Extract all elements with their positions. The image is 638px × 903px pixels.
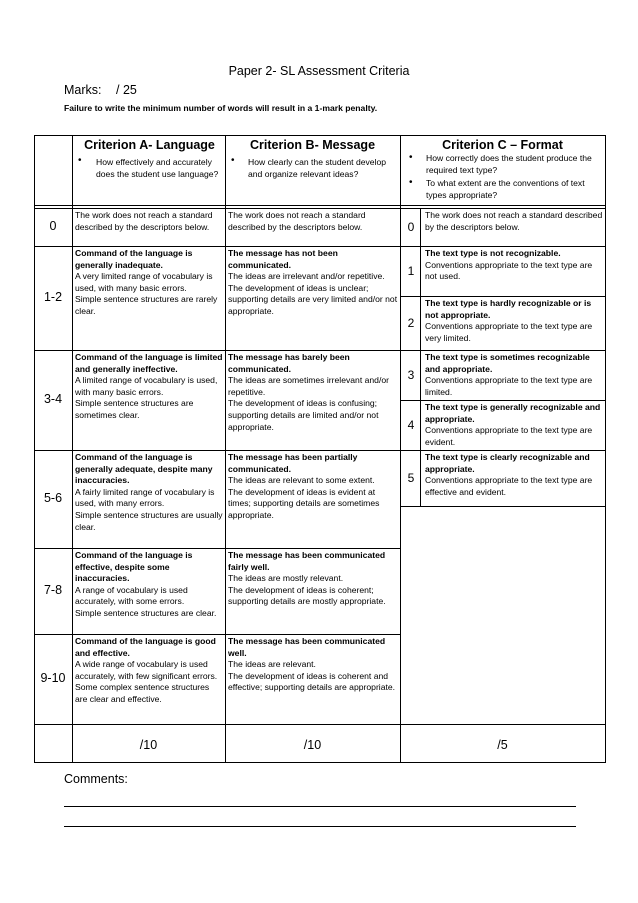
total-a: /10 (139, 738, 158, 752)
criterion-a-descriptor (75, 550, 223, 633)
descriptor-heading: Command of the language is generally inadequate. (75, 248, 193, 270)
criterion-c-descriptor (425, 298, 603, 349)
bullet-icon: • (409, 177, 413, 188)
table-rule (34, 724, 606, 725)
descriptor-heading: The message has barely been communicated. (228, 352, 350, 374)
descriptor-text: Conventions appropriate to the text type are very limited. (425, 321, 593, 343)
table-rule (225, 135, 226, 763)
mark-band: 1-2 (43, 290, 63, 304)
table-rule (34, 450, 400, 451)
marks-label: Marks: (64, 83, 102, 97)
descriptor-heading: Command of the language is limited and generally ineffective. (75, 352, 223, 374)
criterion-a-descriptor (75, 452, 223, 547)
comments-label: Comments: (64, 772, 128, 786)
descriptor-heading: Command of the language is good and effective. (75, 636, 216, 658)
descriptor-text: A range of vocabulary is used accurately, with some errors. Simple sentence structures are clear. (75, 584, 217, 618)
table-rule (34, 135, 35, 763)
descriptor-heading: The message has been partially communicated. (228, 452, 358, 474)
descriptor-heading: The text type is sometimes recognizable and appropriate. (425, 352, 590, 374)
bullet-icon: • (78, 155, 82, 166)
descriptor-text: Conventions appropriate to the text type are limited. (425, 375, 593, 397)
criterion-c-descriptor (425, 452, 603, 505)
criterion-b-title: Criterion B- Message (249, 138, 376, 152)
table-rule (34, 762, 606, 763)
format-level: 3 (407, 368, 415, 382)
marks-line (64, 83, 137, 97)
criterion-b-descriptor (228, 550, 398, 633)
mark-band: 0 (49, 219, 57, 233)
table-rule (34, 634, 400, 635)
criterion-c-title: Criterion C – Format (442, 138, 563, 152)
format-level: 2 (407, 316, 415, 330)
descriptor-heading: The text type is hardly recognizable or is not appropriate. (425, 298, 592, 320)
descriptor-text: The work does not reach a standard described by the descriptors below. (75, 210, 213, 232)
marks-value: / 25 (116, 83, 137, 97)
table-rule (400, 400, 606, 401)
bullet-icon: • (409, 152, 413, 163)
criterion-b-descriptor (228, 452, 398, 547)
table-rule (400, 246, 606, 247)
criterion-c-question-1: How correctly does the student produce the required text type? (426, 153, 592, 175)
table-rule (400, 296, 606, 297)
mark-band: 9-10 (40, 671, 66, 685)
table-rule (34, 205, 606, 206)
descriptor-text: A wide range of vocabulary is used accurately, with few significant errors. Some complex sentence structures are clear and effective. (75, 659, 218, 704)
descriptor-text: Conventions appropriate to the text type are effective and evident. (425, 475, 593, 497)
format-level: 0 (407, 220, 415, 234)
descriptor-text: The ideas are mostly relevant. The development of ideas is coherent; supporting details are mostly appropriate. (228, 573, 386, 607)
mark-band: 7-8 (43, 583, 63, 597)
criterion-a-descriptor (75, 352, 223, 449)
descriptor-text: Conventions appropriate to the text type are evident. (425, 425, 593, 447)
table-rule (400, 506, 606, 507)
table-rule (400, 450, 606, 451)
descriptor-heading: The message has been communicated well. (228, 636, 386, 658)
bullet-icon: • (231, 155, 235, 166)
descriptor-text: A very limited range of vocabulary is used, with many basic errors. Simple sentence structures are rarely clear. (75, 271, 218, 316)
criterion-c-descriptor (425, 248, 603, 295)
table-rule (34, 208, 606, 209)
criterion-b-question: How clearly can the student develop and organize relevant ideas? (248, 157, 387, 179)
descriptor-text: The ideas are irrelevant and/or repetitive. The development of ideas is unclear; supporting details are very limited and/or not appropriate. (228, 271, 398, 316)
descriptor-heading: The message has been communicated fairly well. (228, 550, 386, 572)
criterion-b-descriptor (228, 248, 398, 349)
descriptor-text: The ideas are relevant to some extent. The development of ideas is evident at times; supporting details are sometimes appropriate. (228, 475, 380, 520)
descriptor-text: Conventions appropriate to the text type are not used. (425, 259, 593, 282)
criterion-a-descriptor (75, 210, 223, 245)
table-rule (605, 135, 606, 763)
descriptor-text: A fairly limited range of vocabulary is used, with many errors. Simple sentence structures are usually clear. (75, 486, 223, 532)
criterion-a-title: Criterion A- Language (84, 138, 215, 152)
mark-band: 5-6 (43, 491, 63, 505)
format-level: 1 (407, 264, 415, 278)
criterion-a-question: How effectively and accurately does the student use language? (96, 157, 219, 179)
descriptor-text: The ideas are relevant. The development of ideas is coherent and effective; supporting details are appropriate. (228, 659, 396, 693)
criterion-a-descriptor (75, 248, 223, 349)
descriptor-text: The ideas are sometimes irrelevant and/or repetitive. The development of ideas is confusing; supporting details are limited and/or not appropriate. (228, 375, 389, 432)
descriptor-text: The work does not reach a standard described by the descriptors below. (425, 210, 603, 232)
descriptor-heading: The text type is generally recognizable and appropriate. (425, 402, 601, 424)
comment-line[interactable] (64, 806, 576, 807)
table-rule (400, 350, 606, 351)
mark-band: 3-4 (43, 392, 63, 406)
table-rule (420, 208, 421, 506)
comment-line[interactable] (64, 826, 576, 827)
penalty-note: Failure to write the minimum number of words will result in a 1-mark penalty. (64, 103, 378, 113)
table-rule (34, 548, 400, 549)
criterion-c-descriptor (425, 402, 603, 449)
descriptor-heading: Command of the language is generally adequate, despite many inaccuracies. (75, 452, 213, 486)
table-rule (400, 135, 401, 763)
format-level: 5 (407, 471, 415, 485)
criterion-b-descriptor (228, 352, 398, 449)
descriptor-heading: The message has not been communicated. (228, 248, 338, 270)
descriptor-heading: The text type is not recognizable. (425, 248, 561, 258)
descriptor-heading: Command of the language is effective, despite some inaccuracies. (75, 550, 193, 584)
table-rule (34, 135, 606, 136)
criterion-b-descriptor (228, 636, 398, 723)
total-c: /5 (497, 738, 508, 752)
table-rule (34, 246, 400, 247)
total-b: /10 (303, 738, 322, 752)
criterion-c-question-2: To what extent are the conventions of text types appropriate? (426, 178, 585, 200)
table-rule (34, 350, 400, 351)
descriptor-heading: The text type is clearly recognizable and appropriate. (425, 452, 590, 474)
criterion-a-descriptor (75, 636, 223, 723)
format-level: 4 (407, 418, 415, 432)
criterion-c-descriptor (425, 210, 603, 245)
descriptor-text: A limited range of vocabulary is used, with many basic errors. Simple sentence structures are sometimes clear. (75, 375, 218, 420)
criterion-b-descriptor (228, 210, 398, 245)
descriptor-text: The work does not reach a standard described by the descriptors below. (228, 210, 366, 232)
table-rule (72, 135, 73, 763)
criterion-c-descriptor (425, 352, 603, 399)
page-title: Paper 2- SL Assessment Criteria (228, 64, 410, 78)
